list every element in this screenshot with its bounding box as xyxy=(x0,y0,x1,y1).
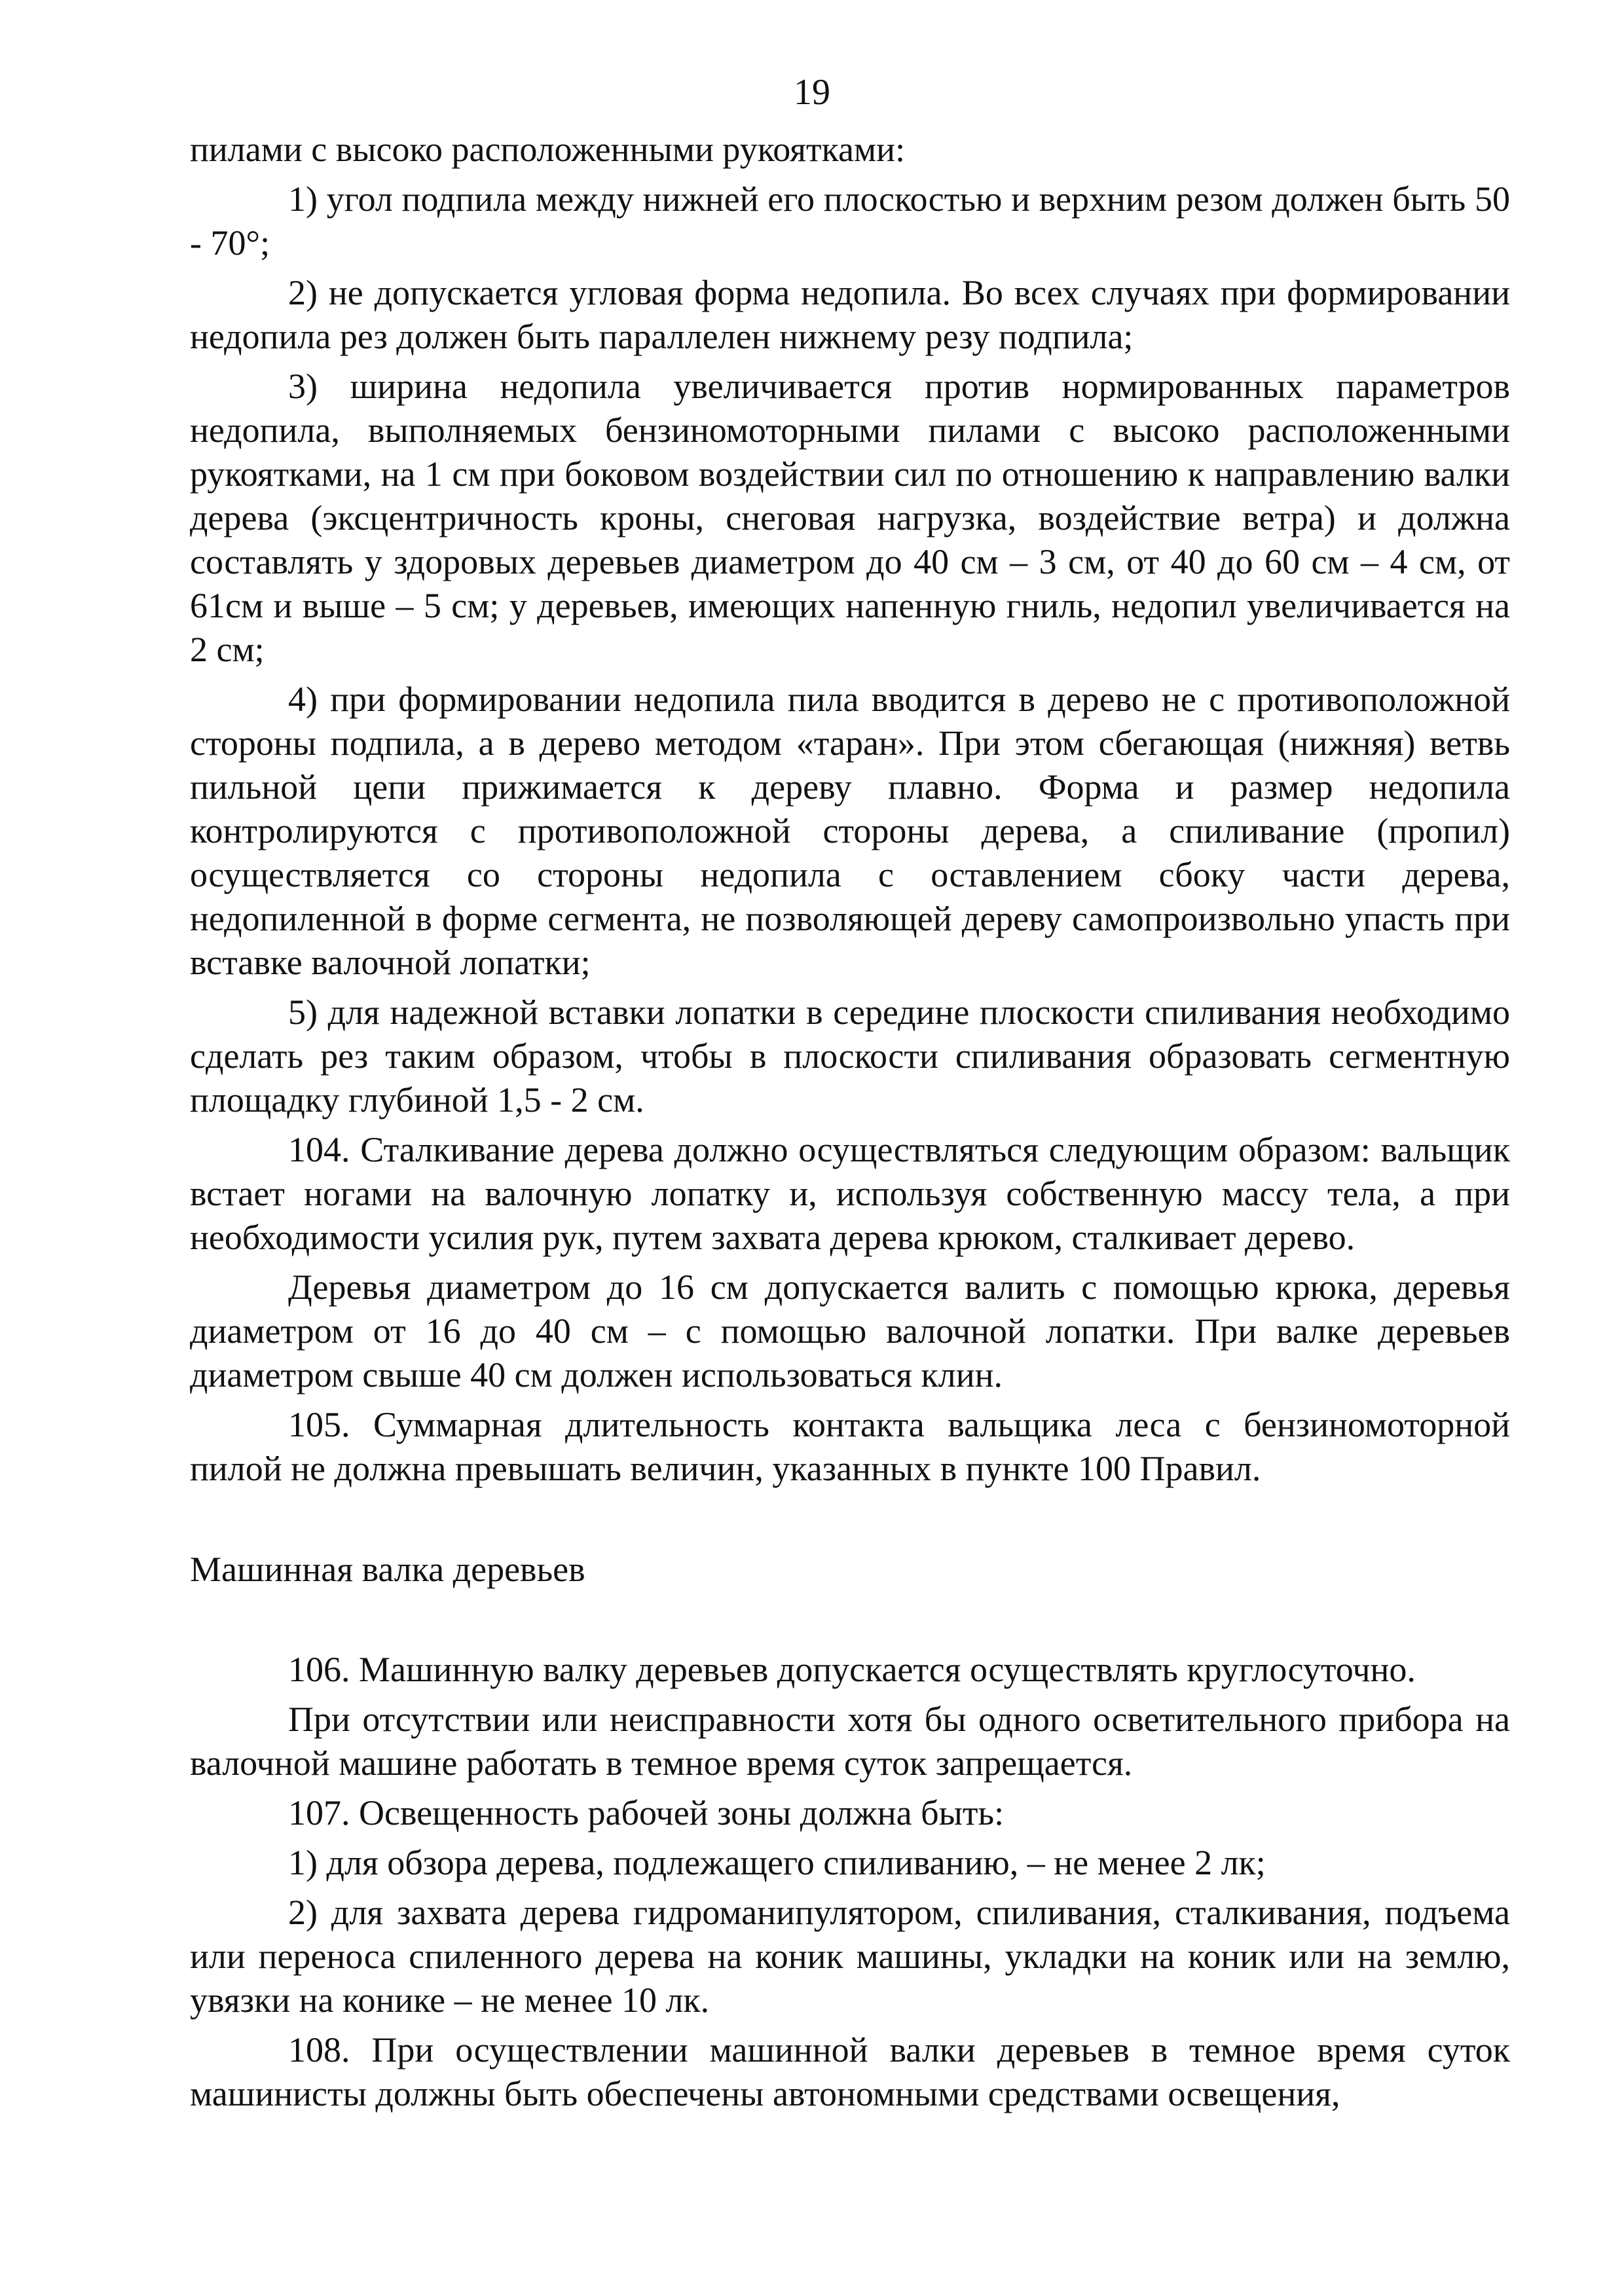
paragraph: 1) угол подпила между нижней его плоскостью и верхним резом должен быть 50 - 70°; xyxy=(190,179,1510,263)
paragraph: 107. Освещенность рабочей зоны должна быть: xyxy=(288,1793,1005,1832)
paragraph: 108. При осуществлении машинной валки деревьев в темное время суток машинисты должны быть обеспечены автономными средствами освещения, xyxy=(190,2030,1510,2113)
paragraph: 3) ширина недопила увеличивается против нормированных параметров недопила, выполняемых бензиномоторными пилами с высоко расположенными рукоятками, на 1 см при боковом воздействии сил по отношению к направлению валки дерева (эксцентричность кроны, снеговая нагрузка, воздействие ветра) и должна составлять у здоровых деревьев диаметром до 40 см – 3 см, от 40 до 60 см – 4 см, от 61см и выше – 5 см; у деревьев, имеющих напенную гниль, недопил увеличивается на 2 см; xyxy=(190,367,1510,669)
paragraph: 4) при формировании недопила пила вводится в дерево не с противоположной стороны подпила, а в дерево методом «таран». При этом сбегающая (нижняя) ветвь пильной цепи прижимается к дереву плавно. Форма и размер недопила контролируются с противоположной стороны дерева, а спиливание (пропил) осуществляется со стороны недопила с оставлением сбоку части дерева, недопиленной в форме сегмента, не позволяющей дереву самопроизвольно упасть при вставке валочной лопатки; xyxy=(190,680,1510,982)
paragraph: 105. Суммарная длительность контакта вальщика леса с бензиномоторной пилой не должна превышать величин, указанных в пункте 100 Правил. xyxy=(190,1405,1510,1488)
paragraph: 106. Машинную валку деревьев допускается осуществлять круглосуточно. xyxy=(288,1650,1416,1689)
paragraph: пилами с высоко расположенными рукоятками: xyxy=(190,130,906,169)
section-heading: Машинная валка деревьев xyxy=(190,1550,585,1589)
paragraph: При отсутствии или неисправности хотя бы одного осветительного прибора на валочной машине работать в темное время суток запрещается. xyxy=(190,1700,1510,1783)
paragraph: 2) не допускается угловая форма недопила. Во всех случаях при формировании недопила рез должен быть параллелен нижнему резу подпила; xyxy=(190,273,1510,356)
paragraph: 2) для захвата дерева гидроманипулятором, спиливания, сталкивания, подъема или переноса спиленного дерева на коник машины, укладки на коник или на землю, увязки на конике – не менее 10 лк. xyxy=(190,1893,1510,2020)
paragraph: Деревья диаметром до 16 см допускается валить с помощью крюка, деревья диаметром от 16 до 40 см – с помощью валочной лопатки. При валке деревьев диаметром свыше 40 см должен использоваться клин. xyxy=(190,1267,1510,1394)
paragraph: 104. Сталкивание дерева должно осуществляться следующим образом: вальщик встает ногами на валочную лопатку и, используя собственную массу тела, а при необходимости усилия рук, путем захвата дерева крюком, сталкивает дерево. xyxy=(190,1130,1510,1257)
paragraph: 1) для обзора дерева, подлежащего спиливанию, – не менее 2 лк; xyxy=(288,1843,1266,1882)
document-body xyxy=(190,128,1510,2116)
page-number: 19 xyxy=(794,72,830,113)
paragraph: 5) для надежной вставки лопатки в середине плоскости спиливания необходимо сделать рез таким образом, чтобы в плоскости спиливания образовать сегментную площадку глубиной 1,5 - 2 см. xyxy=(190,993,1510,1120)
